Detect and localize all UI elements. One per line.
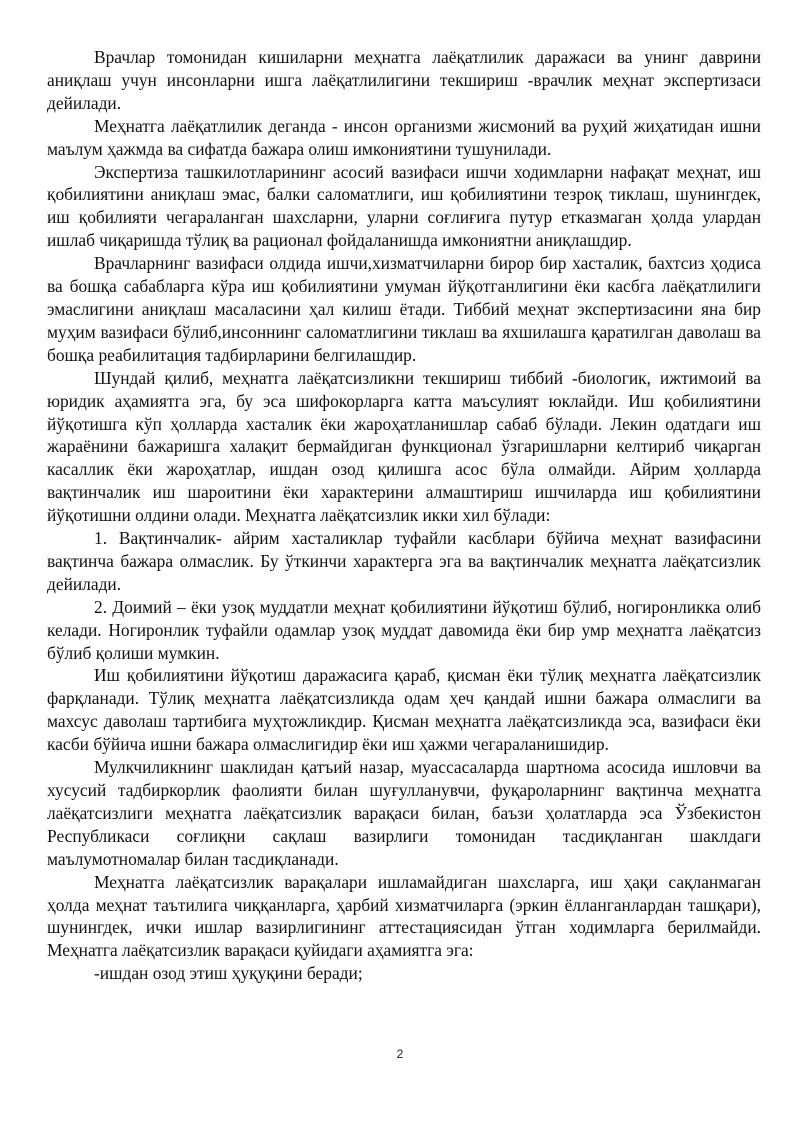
paragraph-definition-capacity: Меҳнатга лаёқатлилик деганда - инсон организми жисмоний ва руҳий жиҳатидан ишни маълум ҳажмда ва сифатда бажара олиш имкониятини тушунилади. <box>47 115 761 159</box>
page-number: 2 <box>396 1047 404 1061</box>
paragraph-partial-full: Иш қобилиятини йўқотиш даражасига қараб, қисман ёки тўлиқ меҳнатга лаёқатсизлик фарқланади. Тўлиқ меҳнатга лаёқатсизликда одам ҳеч қандай ишни бажара олмаслиги ва махсус даволаш тартибига муҳтожликдир. Қисман меҳнатга лаёқатсизликда эса, вазифаси ёки касби бўйича ишни бажара олмаслигидир ёки иш ҳажми чегараланишидир. <box>47 665 761 755</box>
paragraph-sick-leave-sheets: Меҳнатга лаёқатсизлик варақалари ишламайдиган шахсларга, иш ҳақи сақланмаган ҳолда меҳнат таътилига чиққанларга, ҳарбий хизматчиларга (эркин ёлланганлардан ташқари), шунингдек, ички ишлар вазирлигининг аттестациясидан ўтган ходимларга берилмайди. Меҳнатга лаёқатсизлик варақаси қуйидаги аҳамиятга эга: <box>47 871 761 961</box>
document-page <box>47 46 761 985</box>
list-item-permanent: 2. Доимий – ёки узоқ муддатли меҳнат қобилиятини йўқотиш бўлиб, ногиронликка олиб келади. Ногиронлик туфайли одамлар узоқ муддат давомида ёки бир умр меҳнатга лаёқатсиз бўлиб қолиши мумкин. <box>47 596 761 663</box>
paragraph-certification: Мулкчиликнинг шаклидан қатъий назар, муассасаларда шартнома асосида ишловчи ва хусусий тадбиркорлик фаолияти билан шуғулланувчи, фуқароларнинг вақтинча меҳнатга лаёқатсизлиги меҳнатга лаёқатсизлик варақаси билан, баъзи ҳолатларда эса Ўзбекистон Республикаси соғлиқни сақлаш вазирлиги томонидан тасдиқланган шаклдаги маълумотномалар билан тасдиқланади. <box>47 757 761 869</box>
list-item-temporary: 1. Вақтинчалик- айрим хасталиклар туфайли касблари бўйича меҳнат вазифасини вақтинча бажара олмаслик. Бу ўткинчи характерга эга ва вақтинчалик меҳнатга лаёқатсизлик дейилади. <box>47 528 761 594</box>
paragraph-significance: Шундай қилиб, меҳнатга лаёқатсизликни текшириш тиббий -биологик, ижтимоий ва юридик аҳамиятга эга, бу эса шифокорларга катта маъсулият юклайди. Иш қобилиятини йўқотишга кўп ҳолларда хасталик ёки жароҳатланишлар сабаб бўлади. Лекин одатдаги иш жараёнини бажаришга халақит бермайдиган функционал ўзгаришларни келтириб чиқарган касаллик ёки жароҳатлар, ишдан озод қилишга асос бўла олмайди. Айрим ҳолларда вақтинчалик иш шароитини ёки характерини алмаштириш ишчиларда иш қобилиятини йўқотишни олдини олади. Меҳнатга лаёқатсизлик икки хил бўлади: <box>47 367 761 526</box>
paragraph-doctor-tasks: Врачларнинг вазифаси олдида ишчи,хизматчиларни бирор бир хасталик, бахтсиз ҳодиса ва бошқа сабабларга кўра иш қобилиятини умуман йўқотганлигини ёки касбга лаёқатлилиги эмаслигини аниқлаш масаласини ҳал килиш ётади. Тиббий меҳнат экспертизасини яна бир муҳим вазифаси бўлиб,инсоннинг саломатлигини тиклаш ва яхшилашга қаратилган даволаш ва бошқа реабилитация тадбирларини белгилашдир. <box>47 253 761 365</box>
paragraph-expertise-tasks: Экспертиза ташкилотларининг асосий вазифаси ишчи ходимларни нафақат меҳнат, иш қобилиятини аниқлаш эмас, балки саломатлиги, иш қобилиятини тезроқ тиклаш, шунингдек, иш қобилияти чегараланган шахсларни, уларни соғлиғига путур етказмаган ҳолда улардан ишлаб чиқаришда тўлиқ ва рационал фойдаланишда имкониятни аниқлашдир. <box>47 161 761 251</box>
list-item-release-right: -ишдан озод этиш ҳуқуқини беради; <box>94 963 363 984</box>
paragraph-definition-expertise: Врачлар томонидан кишиларни меҳнатга лаёқатлилик даражаси ва унинг даврини аниқлаш учун инсонларни ишга лаёқатлилигини текшириш -врачлик меҳнат экспертизаси дейилади. <box>47 47 761 113</box>
